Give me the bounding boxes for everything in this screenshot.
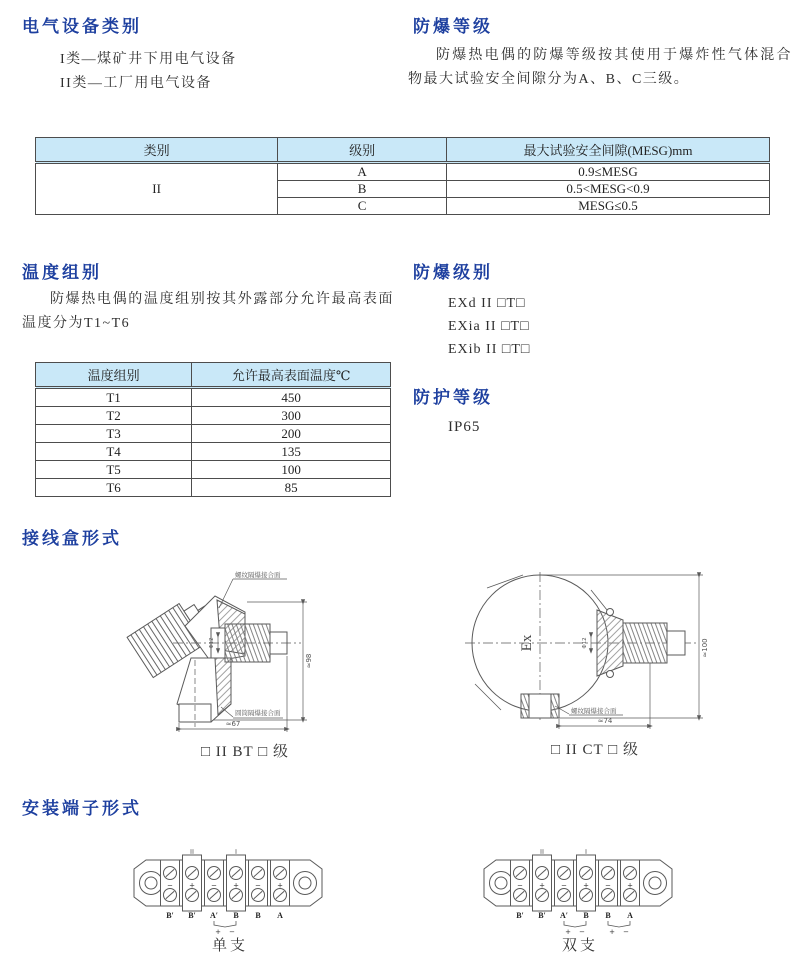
terminal-sign: − (167, 881, 173, 890)
polarity-minus: − (623, 928, 629, 936)
table-row (36, 461, 391, 479)
mesg-grade-cell: C (278, 198, 447, 215)
polarity-plus: + (565, 928, 571, 936)
terminal-block-single (130, 848, 330, 936)
polarity-minus: − (579, 928, 585, 936)
terminal-sign: + (233, 881, 239, 890)
length-dimension: ≈74 (597, 717, 613, 725)
polarity-bracket (214, 921, 236, 927)
polarity-plus: + (609, 928, 615, 936)
table-row (36, 388, 391, 407)
terminal-label: A′ (209, 911, 219, 920)
terminal-label: B (605, 911, 611, 920)
section-title-protection-grade: 防护等级 (413, 388, 493, 407)
terminal-label: A′ (559, 911, 569, 920)
temp-table-header-row (36, 363, 391, 388)
temp-value-cell: 300 (192, 407, 391, 425)
terminal-top-label: I (585, 849, 587, 856)
terminal-label: B (255, 911, 261, 920)
terminal-label: B′ (538, 911, 546, 920)
protection-grade-value: IP65 (448, 419, 481, 435)
temp-group-cell: T2 (36, 407, 192, 425)
section-title-temperature-group: 温度组别 (22, 263, 102, 282)
thread-joint-label: 螺纹隔爆接合面 (235, 572, 281, 579)
explosion-grade-paragraph: 防爆热电偶的防爆等级按其使用于爆炸性气体混合物最大试验安全间隙分为A、B、C三级。 (408, 48, 792, 87)
nipple-thread (623, 623, 667, 663)
temp-group-cell: T5 (36, 461, 192, 479)
table-row (36, 407, 391, 425)
thread-joint-label: 螺纹隔爆接合面 (571, 708, 617, 715)
terminal-single-caption: 单支 (211, 938, 248, 954)
section-title-junction-box: 接线盒形式 (22, 529, 122, 548)
polarity-minus: − (229, 928, 235, 936)
terminal-label: A (277, 911, 283, 920)
equipment-category-line-1: I类—煤矿井下用电气设备 (60, 52, 237, 67)
terminal-sign: − (605, 881, 611, 890)
cylinder-joint-label: 圆筒隔爆接合面 (235, 710, 281, 717)
mesg-table-header-row (36, 138, 770, 163)
temp-group-cell: T3 (36, 425, 192, 443)
table-row (36, 425, 391, 443)
terminal-sign: + (583, 881, 589, 890)
terminal-sign: + (539, 881, 545, 890)
terminal-sign: − (561, 881, 567, 890)
mesg-grade-cell: A (278, 163, 447, 181)
temp-value-cell: 100 (192, 461, 391, 479)
mesg-category-cell: II (36, 163, 278, 215)
equipment-category-list (60, 48, 237, 96)
terminal-sign: − (211, 881, 217, 890)
temp-header-group: 温度组别 (36, 363, 192, 388)
terminal-top-label: II (190, 849, 194, 856)
mesg-table (35, 137, 770, 215)
explosion-class-list (448, 292, 530, 361)
junction-box-drawing-angled (115, 566, 375, 746)
explosion-class-line-2: EXia II □T□ (448, 319, 530, 334)
explosion-class-line-1: EXd II □T□ (448, 296, 526, 311)
equipment-category-line-2: II类—工厂用电气设备 (60, 76, 212, 91)
section-title-explosion-grade: 防爆等级 (413, 17, 493, 36)
temp-value-cell: 85 (192, 479, 391, 497)
terminal-top-label: I (235, 849, 237, 856)
terminal-label: B′ (516, 911, 524, 920)
mesg-value-cell: 0.9≤MESG (447, 163, 770, 181)
table-row (36, 479, 391, 497)
polarity-bracket (564, 921, 586, 927)
mesg-header-gap: 最大试验安全间隙(MESG)mm (447, 138, 770, 163)
terminal-top-label: II (540, 849, 544, 856)
junction-box-drawing-round (445, 566, 715, 746)
terminal-label: A (627, 911, 633, 920)
table-row (36, 443, 391, 461)
length-dimension: ≈67 (225, 720, 241, 728)
temperature-group-paragraph: 防爆热电偶的温度组别按其外露部分允许最高表面温度分为T1~T6 (22, 292, 394, 331)
section-title-terminals: 安装端子形式 (22, 799, 142, 818)
height-dimension: ≈98 (305, 653, 313, 669)
drawing1-caption: □ II BT □ 级 (200, 744, 289, 760)
temp-value-cell: 200 (192, 425, 391, 443)
terminal-label: B′ (166, 911, 174, 920)
height-dimension: ≈100 (701, 638, 709, 658)
mesg-value-cell: MESG≤0.5 (447, 198, 770, 215)
nipple-end (667, 631, 685, 655)
terminal-sign: + (627, 881, 633, 890)
terminal-block-double (480, 848, 680, 936)
temp-group-cell: T6 (36, 479, 192, 497)
terminal-label: B′ (188, 911, 196, 920)
mesg-value-cell: 0.5<MESG<0.9 (447, 181, 770, 198)
terminal-sign: − (255, 881, 261, 890)
temp-group-cell: T4 (36, 443, 192, 461)
drawing2-caption: □ II CT □ 级 (550, 742, 639, 758)
terminal-label: B (233, 911, 239, 920)
temp-value-cell: 450 (192, 388, 391, 407)
terminal-label: B (583, 911, 589, 920)
explosion-class-line-3: EXib II □T□ (448, 342, 531, 357)
terminal-double-caption: 双支 (561, 938, 598, 954)
terminal-sign: + (277, 881, 283, 890)
ex-mark: Ex (519, 634, 535, 652)
polarity-bracket (608, 921, 630, 927)
temp-group-cell: T1 (36, 388, 192, 407)
temperature-table (35, 362, 391, 497)
bore-dimension: Φ12 (582, 637, 588, 649)
terminal-sign: + (189, 881, 195, 890)
flange (597, 610, 623, 676)
section-title-equipment-category: 电气设备类别 (22, 17, 142, 36)
section-title-explosion-class: 防爆级别 (413, 263, 493, 282)
mesg-grade-cell: B (278, 181, 447, 198)
mesg-header-category: 类别 (36, 138, 278, 163)
table-row (36, 163, 770, 181)
temp-value-cell: 135 (192, 443, 391, 461)
bore-dimension: Φ12 (209, 637, 215, 649)
terminal-sign: − (517, 881, 523, 890)
mesg-header-grade: 级别 (278, 138, 447, 163)
temp-header-maxtemp: 允许最高表面温度℃ (192, 363, 391, 388)
polarity-plus: + (215, 928, 221, 936)
